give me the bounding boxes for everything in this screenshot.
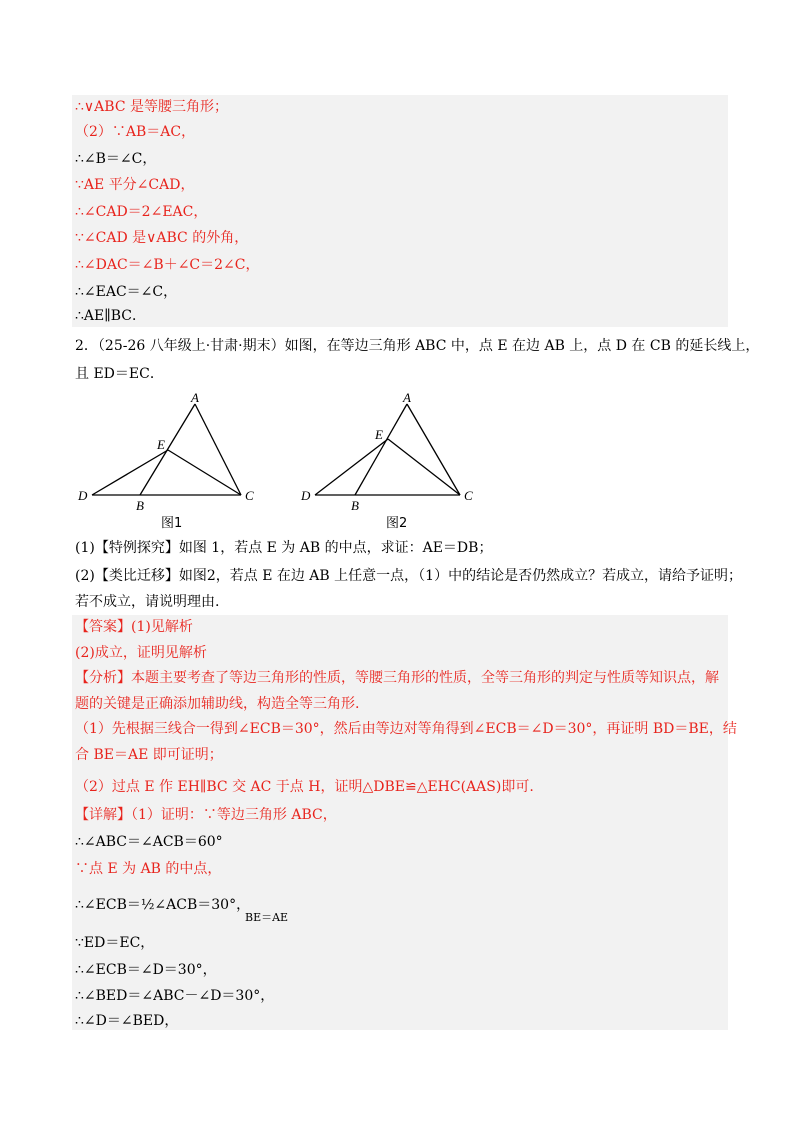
detail-note: BE＝AE [245,911,289,924]
label-D: D [301,488,311,503]
question-1: (1)【特例探究】如图 1，若点 E 为 AB 的中点，求证：AE＝DB； [75,540,493,556]
segment-AC [407,404,460,495]
segment-AB [355,404,407,495]
detail-line: ∴∠BED＝∠ABC－∠D＝30°， [75,988,275,1004]
solution-line: ∴∠DAC＝∠B＋∠C＝2∠C， [75,257,260,273]
analysis-line: （1）先根据三线合一得到∠ECB＝30°，然后由等边对等角得到∠ECB＝∠D＝30°，再证明 BD＝BE，结 [75,721,737,737]
analysis-line: 题的关键是正确添加辅助线，构造全等三角形. [75,696,360,712]
solution-line: ∵∠CAD 是∨ABC 的外角， [75,230,249,246]
answer-line: 【答案】(1)见解析 [75,619,193,635]
analysis-line: 【分析】本题主要考查了等边三角形的性质，等腰三角形的性质，全等三角形的判定与性质等知识点，解 [75,670,719,686]
label-B: B [351,498,359,513]
analysis-line: 合 BE＝AE 即可证明； [75,747,223,763]
solution-line: ∴∠EAC＝∠C， [75,284,178,300]
figure-1-caption: 图1 [161,516,183,531]
label-C: C [245,488,254,503]
segment-DE [92,450,168,495]
solution-line: ∵AE 平分∠CAD， [75,177,195,193]
label-E: E [157,437,165,452]
detail-line: ∴∠ECB＝∠D＝30°， [75,962,217,978]
question-2: 若不成立，请说明理由. [75,594,220,610]
figure-2 [300,392,500,522]
detail-line: ∵点 E 为 AB 的中点， [75,861,222,877]
label-A: A [191,392,199,405]
solution-line: ∴∠B＝∠C， [75,151,157,167]
segment-DE [315,439,388,495]
solution-line: ∴∠CAD＝2∠EAC， [75,204,208,220]
solution-line: ∴AE∥BC． [75,308,146,324]
question-2: (2)【类比迁移】如图2，若点 E 在边 AB 上任意一点，（1）中的结论是否仍然成立？若成立，请给予证明； [75,568,743,584]
segment-AB [140,404,195,495]
detail-line: ∴∠ECB＝½∠ACB＝30°， [75,897,251,913]
label-B: B [136,498,144,513]
analysis-line: （2）过点 E 作 EH∥BC 交 AC 于点 H，证明△DBE≌△EHC(AAS)即可. [75,779,534,795]
label-E: E [375,427,383,442]
solution-line: （2）∵AB＝AC， [75,124,196,140]
figure-1 [75,392,275,522]
problem-statement: 且 ED＝EC． [75,366,164,382]
label-D: D [78,488,88,503]
answer-line: (2)成立，证明见解析 [75,645,207,661]
figure-2-caption: 图2 [386,516,408,531]
detail-line: 【详解】（1）证明：∵等边三角形 ABC， [75,807,337,823]
label-A: A [403,392,411,405]
segment-EC [388,439,460,495]
detail-line: ∵ED＝EC， [75,935,155,951]
label-C: C [464,488,473,503]
solution-line: ∴∨ABC 是等腰三角形； [75,99,228,115]
detail-line: ∴∠D＝∠BED， [75,1013,179,1029]
detail-line: ∴∠ABC＝∠ACB＝60° [75,834,223,850]
problem-statement: 2．（25-26 八年级上·甘肃·期末）如图，在等边三角形 ABC 中，点 E 在边 AB 上，点 D 在 CB 的延长线上， [75,338,760,354]
